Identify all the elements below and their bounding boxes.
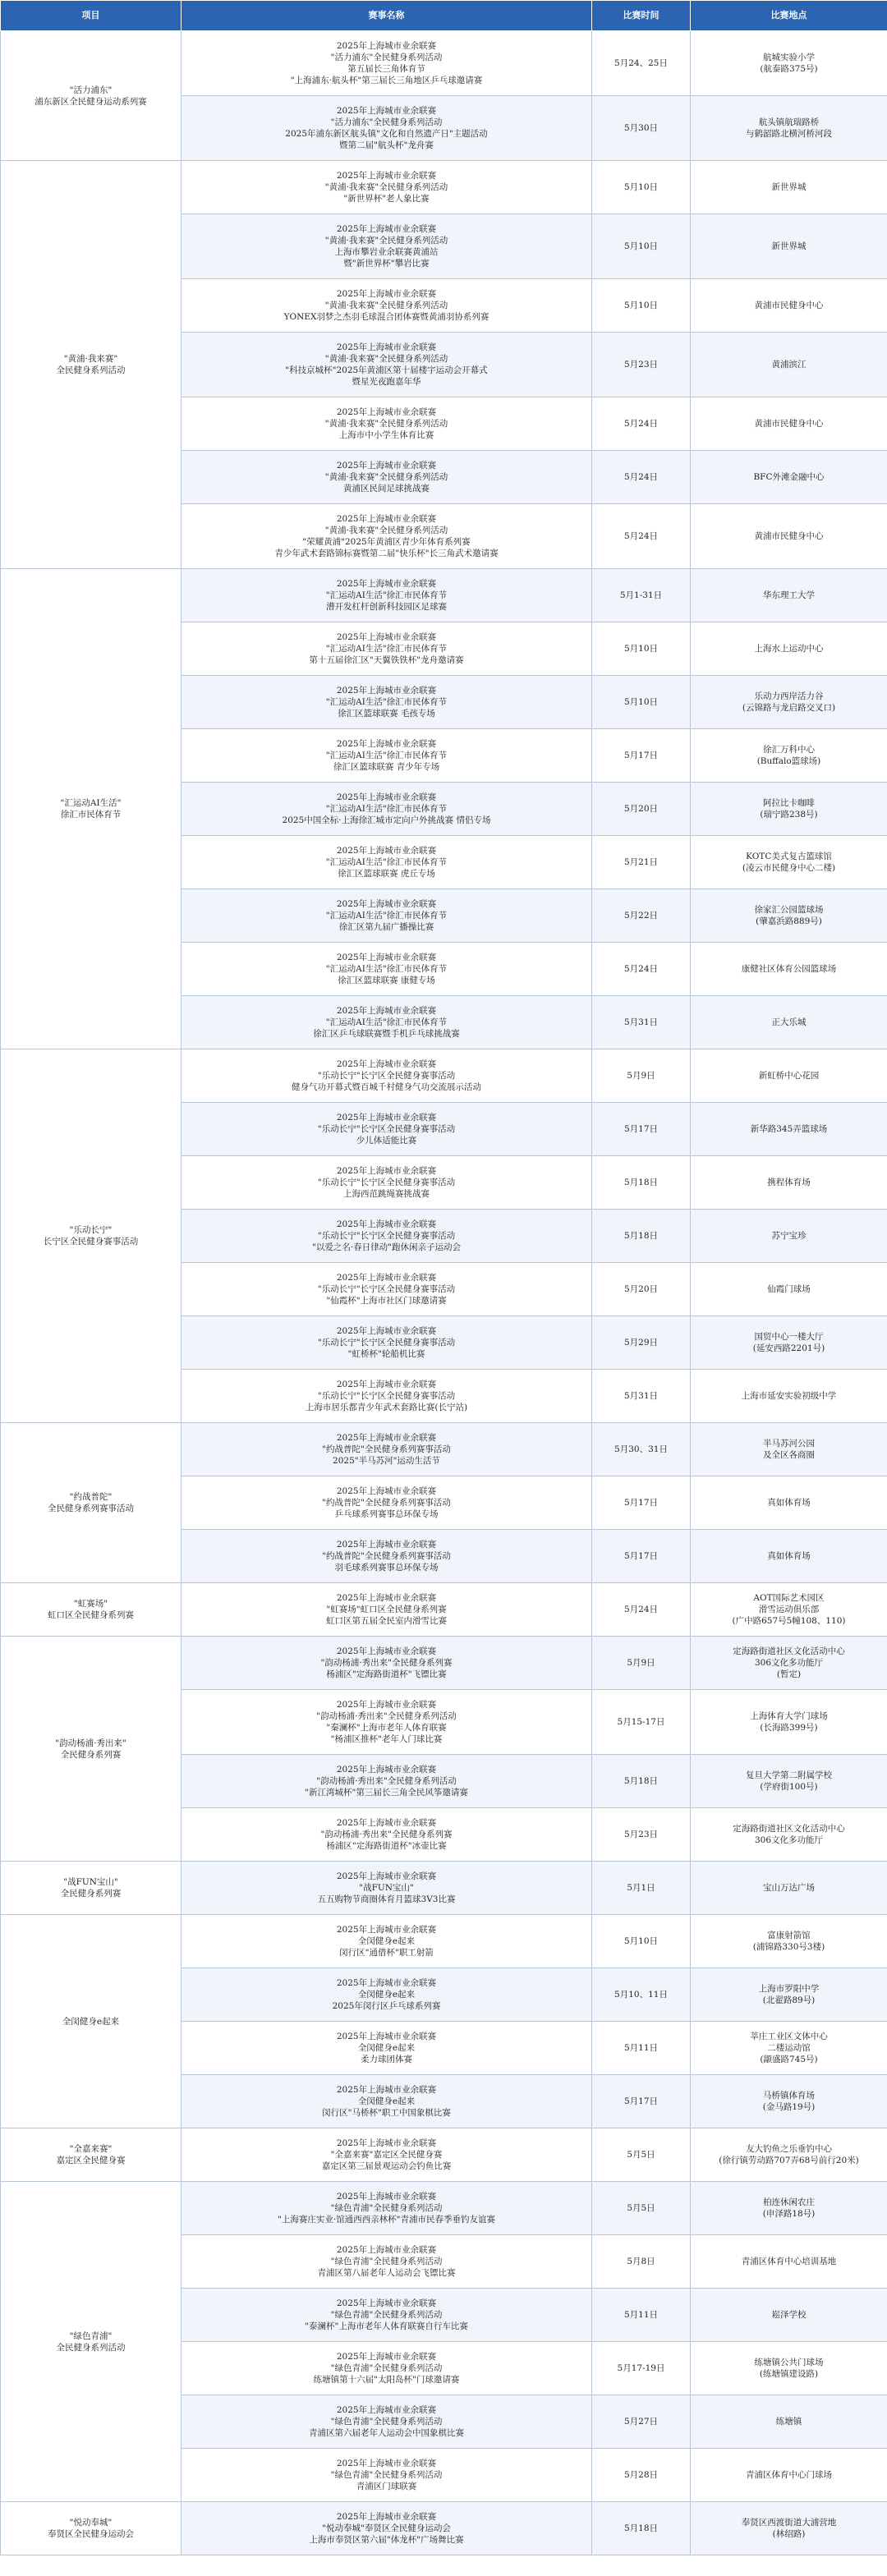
event-name-cell: 2025年上海城市业余联赛 "汇运动AI生活"徐汇市民体育节 第十五届徐汇区"天翼铁铁杯"龙舟邀请赛	[182, 622, 592, 676]
project-cell: "韵动杨浦·秀出来" 全民健身系列赛	[1, 1637, 182, 1862]
date-cell: 5月9日	[592, 1049, 691, 1103]
date-cell: 5月9日	[592, 1637, 691, 1690]
date-cell: 5月30、31日	[592, 1423, 691, 1476]
venue-cell: 富康射箭馆 (浦锦路330号3楼)	[691, 1915, 887, 1968]
table-row	[1, 161, 887, 214]
event-name-cell: 2025年上海城市业余联赛 "汇运动AI生活"徐汇市民体育节 2025中国全标·上海徐汇城市定向户外挑战赛 情侣专场	[182, 783, 592, 836]
event-name-cell: 2025年上海城市业余联赛 "约战普陀"全民健身系列赛事活动 乒乓球系列赛事总环保专场	[182, 1476, 592, 1530]
date-cell: 5月27日	[592, 2395, 691, 2449]
venue-cell: AOT国际艺术园区 滑雪运动俱乐部 (广中路657号5幢108、110)	[691, 1583, 887, 1637]
event-name-cell: 2025年上海城市业余联赛 "乐动长宁"长宁区全民健身赛事活动 健身气功开幕式暨百城千村健身气功交流展示活动	[182, 1049, 592, 1103]
venue-cell: 苏宁宝珍	[691, 1210, 887, 1263]
event-name-cell: 2025年上海城市业余联赛 "全嘉来赛"嘉定区全民健身赛 嘉定区第三届景观运动会钓鱼比赛	[182, 2128, 592, 2182]
date-cell: 5月24日	[592, 397, 691, 451]
venue-cell: 练塘镇公共门球场 (练塘镇建设路)	[691, 2342, 887, 2395]
date-cell: 5月22日	[592, 889, 691, 943]
venue-cell: 青浦区体育中心门球场	[691, 2449, 887, 2502]
date-cell: 5月11日	[592, 2022, 691, 2075]
venue-cell: 新虹桥中心花园	[691, 1049, 887, 1103]
venue-cell: 练塘镇	[691, 2395, 887, 2449]
event-name-cell: 2025年上海城市业余联赛 "战FUN宝山" 五五购物节商圈体育月篮球3V3比赛	[182, 1862, 592, 1915]
date-cell: 5月17-19日	[592, 2342, 691, 2395]
project-cell: "虹赛场" 虹口区全民健身系列赛	[1, 1583, 182, 1637]
event-name-cell: 2025年上海城市业余联赛 "乐动长宁"长宁区全民健身赛事活动 上海西范跳绳赛挑战赛	[182, 1156, 592, 1210]
table-row	[1, 1862, 887, 1915]
project-cell: "汇运动AI生活" 徐汇市民体育节	[1, 569, 182, 1049]
event-name-cell: 2025年上海城市业余联赛 "悦动奉城"奉贤区全民健身运动会 上海市奉贤区第六届"体龙杯"广场舞比赛	[182, 2502, 592, 2555]
event-name-cell: 2025年上海城市业余联赛 "约战普陀"全民健身系列赛事活动 羽毛球系列赛事总环保专场	[182, 1530, 592, 1583]
venue-cell: 乐动力西岸活力谷 (云锦路与龙启路交叉口)	[691, 676, 887, 729]
event-name-cell: 2025年上海城市业余联赛 "汇运动AI生活"徐汇市民体育节 徐汇区乒乓球联赛暨手机乒乓球挑战赛	[182, 996, 592, 1049]
date-cell: 5月29日	[592, 1316, 691, 1370]
table-row	[1, 2502, 887, 2555]
venue-cell: 黄浦市民健身中心	[691, 279, 887, 333]
event-name-cell: 2025年上海城市业余联赛 "活力浦东"全民健身系列活动 2025年浦东新区航头镇"文化和自然遗产日"主题活动 暨第二届"航头杯"龙舟赛	[182, 96, 592, 161]
venue-cell: 徐汇万科中心 (Buffalo篮球场)	[691, 729, 887, 783]
event-name-cell: 2025年上海城市业余联赛 全闵健身e起来 闵行区"马桥杯"职工中国象棋比赛	[182, 2075, 592, 2128]
table-row	[1, 1637, 887, 1690]
event-name-cell: 2025年上海城市业余联赛 全闵健身e起来 柔力球团体赛	[182, 2022, 592, 2075]
event-name-cell: 2025年上海城市业余联赛 "汇运动AI生活"徐汇市民体育节 徐汇区篮球联赛 康健专场	[182, 943, 592, 996]
date-cell: 5月5日	[592, 2182, 691, 2235]
event-name-cell: 2025年上海城市业余联赛 "绿色青浦"全民健身系列活动 "上海赛庄实业·馆通西西亲林杯"青浦市民春季垂钓友谊赛	[182, 2182, 592, 2235]
venue-cell: 上海市延安实验初级中学	[691, 1370, 887, 1423]
venue-cell: 马桥镇体育场 (金马路19号)	[691, 2075, 887, 2128]
table-row	[1, 1915, 887, 1968]
header-event-name: 赛事名称	[182, 1, 592, 31]
date-cell: 5月23日	[592, 1808, 691, 1862]
date-cell: 5月24日	[592, 943, 691, 996]
date-cell: 5月11日	[592, 2289, 691, 2342]
event-name-cell: 2025年上海城市业余联赛 "黄浦·我来赛"全民健身系列活动 "科技京城杯"2025年黄浦区第十届楼宇运动会开幕式 暨星光夜跑嘉年华	[182, 333, 592, 397]
venue-cell: 真如体育场	[691, 1476, 887, 1530]
event-name-cell: 2025年上海城市业余联赛 "乐动长宁"长宁区全民健身赛事活动 "仙霞杯"上海市社区门球邀请赛	[182, 1263, 592, 1316]
venue-cell: 真如体育场	[691, 1530, 887, 1583]
date-cell: 5月10、11日	[592, 1968, 691, 2022]
table-row	[1, 1049, 887, 1103]
project-cell: "绿色青浦" 全民健身系列活动	[1, 2182, 182, 2502]
date-cell: 5月17日	[592, 1103, 691, 1156]
venue-cell: 国贸中心一楼大厅 (延安西路2201号)	[691, 1316, 887, 1370]
venue-cell: 康健社区体育公园篮球场	[691, 943, 887, 996]
date-cell: 5月20日	[592, 783, 691, 836]
date-cell: 5月18日	[592, 1210, 691, 1263]
event-name-cell: 2025年上海城市业余联赛 "绿色青浦"全民健身系列活动 练塘镇第十六届"太阳岛杯"门球邀请赛	[182, 2342, 592, 2395]
date-cell: 5月24、25日	[592, 31, 691, 96]
event-name-cell: 2025年上海城市业余联赛 "黄浦·我来赛"全民健身系列活动 "荣耀黄浦"2025年黄浦区青少年体育系列赛 青少年武术套路锦标赛暨第二届"快乐杯"长三角武术邀请赛	[182, 504, 592, 569]
event-name-cell: 2025年上海城市业余联赛 "汇运动AI生活"徐汇市民体育节 徐汇区篮球联赛 青少年专场	[182, 729, 592, 783]
header-venue: 比赛地点	[691, 1, 887, 31]
venue-cell: 携程体育场	[691, 1156, 887, 1210]
date-cell: 5月10日	[592, 214, 691, 279]
event-name-cell: 2025年上海城市业余联赛 "汇运动AI生活"徐汇市民体育节 徐汇区第九届广播操比赛	[182, 889, 592, 943]
event-name-cell: 2025年上海城市业余联赛 "绿色青浦"全民健身系列活动 青浦区第八届老年人运动会飞镖比赛	[182, 2235, 592, 2289]
date-cell: 5月18日	[592, 2502, 691, 2555]
event-name-cell: 2025年上海城市业余联赛 "汇运动AI生活"徐汇市民体育节 徐汇区篮球联赛 虎丘专场	[182, 836, 592, 889]
event-name-cell: 2025年上海城市业余联赛 全闵健身e起来 2025年闵行区乒乓球系列赛	[182, 1968, 592, 2022]
date-cell: 5月17日	[592, 1476, 691, 1530]
event-name-cell: 2025年上海城市业余联赛 "虹赛场"虹口区全民健身系列赛 虹口区第五届全民室内滑雪比赛	[182, 1583, 592, 1637]
event-name-cell: 2025年上海城市业余联赛 "黄浦·我来赛"全民健身系列活动 上海市攀岩业余联赛黄浦站 暨"新世界杯"攀岩比赛	[182, 214, 592, 279]
venue-cell: 奉贤区西渡街道大浦营地 (林绍路)	[691, 2502, 887, 2555]
date-cell: 5月1日	[592, 1862, 691, 1915]
table-row	[1, 1583, 887, 1637]
date-cell: 5月24日	[592, 451, 691, 504]
project-cell: "约战普陀" 全民健身系列赛事活动	[1, 1423, 182, 1583]
date-cell: 5月30日	[592, 96, 691, 161]
date-cell: 5月10日	[592, 161, 691, 214]
date-cell: 5月31日	[592, 1370, 691, 1423]
date-cell: 5月10日	[592, 676, 691, 729]
event-name-cell: 2025年上海城市业余联赛 "韵动杨浦·秀出来"全民健身系列活动 "新江湾城杯"第三届长三角全民风筝邀请赛	[182, 1755, 592, 1808]
date-cell: 5月20日	[592, 1263, 691, 1316]
venue-cell: 莘庄工业区文体中心 二楼运动馆 (颛盛路745号)	[691, 2022, 887, 2075]
event-name-cell: 2025年上海城市业余联赛 "绿色青浦"全民健身系列活动 青浦区门球联赛	[182, 2449, 592, 2502]
table-row	[1, 569, 887, 622]
event-name-cell: 2025年上海城市业余联赛 "黄浦·我来赛"全民健身系列活动 黄浦区民间足球挑战赛	[182, 451, 592, 504]
venue-cell: 黄浦滨江	[691, 333, 887, 397]
table-row	[1, 2128, 887, 2182]
venue-cell: 新华路345弄篮球场	[691, 1103, 887, 1156]
date-cell: 5月18日	[592, 1156, 691, 1210]
date-cell: 5月17日	[592, 2075, 691, 2128]
venue-cell: 黄浦市民健身中心	[691, 504, 887, 569]
venue-cell: 黄浦市民健身中心	[691, 397, 887, 451]
date-cell: 5月10日	[592, 622, 691, 676]
venue-cell: BFC外滩金融中心	[691, 451, 887, 504]
date-cell: 5月15-17日	[592, 1690, 691, 1755]
venue-cell: 崧泽学校	[691, 2289, 887, 2342]
event-name-cell: 2025年上海城市业余联赛 "约战普陀"全民健身系列赛事活动 2025"半马苏河"运动生活节	[182, 1423, 592, 1476]
date-cell: 5月1-31日	[592, 569, 691, 622]
venue-cell: 上海体育大学门球场 (长海路399号)	[691, 1690, 887, 1755]
event-name-cell: 2025年上海城市业余联赛 "乐动长宁"长宁区全民健身赛事活动 "以爱之名·春日律动"跑休闲亲子运动会	[182, 1210, 592, 1263]
venue-cell: 友大钓鱼之乐垂钓中心 (徐行镇劳动路707弄68号前行20米)	[691, 2128, 887, 2182]
venue-cell: 华东理工大学	[691, 569, 887, 622]
venue-cell: 定海路街道社区文化活动中心 306文化多功能厅	[691, 1808, 887, 1862]
date-cell: 5月8日	[592, 2235, 691, 2289]
venue-cell: 新世界城	[691, 214, 887, 279]
date-cell: 5月10日	[592, 279, 691, 333]
venue-cell: 正大乐城	[691, 996, 887, 1049]
project-cell: "活力浦东" 浦东新区全民健身运动系列赛	[1, 31, 182, 161]
venue-cell: 上海水上运动中心	[691, 622, 887, 676]
event-name-cell: 2025年上海城市业余联赛 全闵健身e起来 闵行区"通借杯"职工射箭	[182, 1915, 592, 1968]
event-name-cell: 2025年上海城市业余联赛 "黄浦·我来赛"全民健身系列活动 上海市中小学生体育比赛	[182, 397, 592, 451]
venue-cell: 半马苏河公园 及全区各商圈	[691, 1423, 887, 1476]
project-cell: 全闵健身e起来	[1, 1915, 182, 2128]
venue-cell: 航城实验小学 (航泰路375号)	[691, 31, 887, 96]
event-name-cell: 2025年上海城市业余联赛 "活力浦东"全民健身系列活动 第五届长三角体育节 "上海浦东·航头杯"第三届长三角地区乒乓球邀请赛	[182, 31, 592, 96]
event-name-cell: 2025年上海城市业余联赛 "乐动长宁"长宁区全民健身赛事活动 "虹桥杯"轮船机比赛	[182, 1316, 592, 1370]
date-cell: 5月24日	[592, 1583, 691, 1637]
table-row	[1, 31, 887, 96]
venue-cell: 新世界城	[691, 161, 887, 214]
venue-cell: 航头镇航瑞路桥 与鹤韶路北横河桥河段	[691, 96, 887, 161]
date-cell: 5月18日	[592, 1755, 691, 1808]
table-row	[1, 2182, 887, 2235]
project-cell: "黄浦·我来赛" 全民健身系列活动	[1, 161, 182, 569]
project-cell: "战FUN宝山" 全民健身系列赛	[1, 1862, 182, 1915]
venue-cell: 定海路街道社区文化活动中心 306文化多功能厅 (暂定)	[691, 1637, 887, 1690]
project-cell: "乐动长宁" 长宁区全民健身赛事活动	[1, 1049, 182, 1423]
event-name-cell: 2025年上海城市业余联赛 "绿色青浦"全民健身系列活动 "泰澜杯"上海市老年人体育联赛自行车比赛	[182, 2289, 592, 2342]
venue-cell: 宝山万达广场	[691, 1862, 887, 1915]
date-cell: 5月10日	[592, 1915, 691, 1968]
event-name-cell: 2025年上海城市业余联赛 "绿色青浦"全民健身系列活动 青浦区第六届老年人运动会中国象棋比赛	[182, 2395, 592, 2449]
table-header-row	[1, 1, 887, 31]
event-name-cell: 2025年上海城市业余联赛 "乐动长宁"长宁区全民健身赛事活动 少儿体适能比赛	[182, 1103, 592, 1156]
project-cell: "悦动奉城" 奉贤区全民健身运动会	[1, 2502, 182, 2555]
event-name-cell: 2025年上海城市业余联赛 "乐动长宁"长宁区全民健身赛事活动 上海市居乐都青少年武术套路比赛(长宁站)	[182, 1370, 592, 1423]
venue-cell: KOTC美式复古篮球馆 (凌云市民健身中心二楼)	[691, 836, 887, 889]
event-name-cell: 2025年上海城市业余联赛 "韵动杨浦·秀出来"全民健身系列赛 杨浦区"定海路街道杯"飞镖比赛	[182, 1637, 592, 1690]
venue-cell: 阿拉比卡咖啡 (瑞宁路238号)	[691, 783, 887, 836]
venue-cell: 青浦区体育中心培训基地	[691, 2235, 887, 2289]
venue-cell: 徐家汇公园篮球场 (肇嘉浜路889号)	[691, 889, 887, 943]
venue-cell: 仙霞门球场	[691, 1263, 887, 1316]
venue-cell: 柏连休闲农庄 (申泽路18号)	[691, 2182, 887, 2235]
event-name-cell: 2025年上海城市业余联赛 "黄浦·我来赛"全民健身系列活动 "新世界杯"老人象比赛	[182, 161, 592, 214]
event-name-cell: 2025年上海城市业余联赛 "汇运动AI生活"徐汇市民体育节 漕开发杠杆创新科技园区足球赛	[182, 569, 592, 622]
date-cell: 5月28日	[592, 2449, 691, 2502]
date-cell: 5月17日	[592, 1530, 691, 1583]
event-name-cell: 2025年上海城市业余联赛 "汇运动AI生活"徐汇市民体育节 徐汇区篮球联赛 毛孩专场	[182, 676, 592, 729]
venue-cell: 上海市罗阳中学 (北翟路89号)	[691, 1968, 887, 2022]
date-cell: 5月24日	[592, 504, 691, 569]
date-cell: 5月31日	[592, 996, 691, 1049]
venue-cell: 复旦大学第二附属学校 (学府街100号)	[691, 1755, 887, 1808]
table-row	[1, 1423, 887, 1476]
date-cell: 5月23日	[592, 333, 691, 397]
event-name-cell: 2025年上海城市业余联赛 "韵动杨浦·秀出来"全民健身系列赛 杨浦区"定海路街道杯"冰壶比赛	[182, 1808, 592, 1862]
date-cell: 5月5日	[592, 2128, 691, 2182]
header-date: 比赛时间	[592, 1, 691, 31]
date-cell: 5月17日	[592, 729, 691, 783]
header-project: 项目	[1, 1, 182, 31]
project-cell: "全嘉来赛" 嘉定区全民健身赛	[1, 2128, 182, 2182]
event-name-cell: 2025年上海城市业余联赛 "黄浦·我来赛"全民健身系列活动 YONEX羽梦之杰羽毛球混合团体赛暨黄浦羽协系列赛	[182, 279, 592, 333]
event-name-cell: 2025年上海城市业余联赛 "韵动杨浦·秀出来"全民健身系列活动 "秦澜杯"上海市老年人体育联赛 "杨浦区推杯"老年人门球比赛	[182, 1690, 592, 1755]
date-cell: 5月21日	[592, 836, 691, 889]
